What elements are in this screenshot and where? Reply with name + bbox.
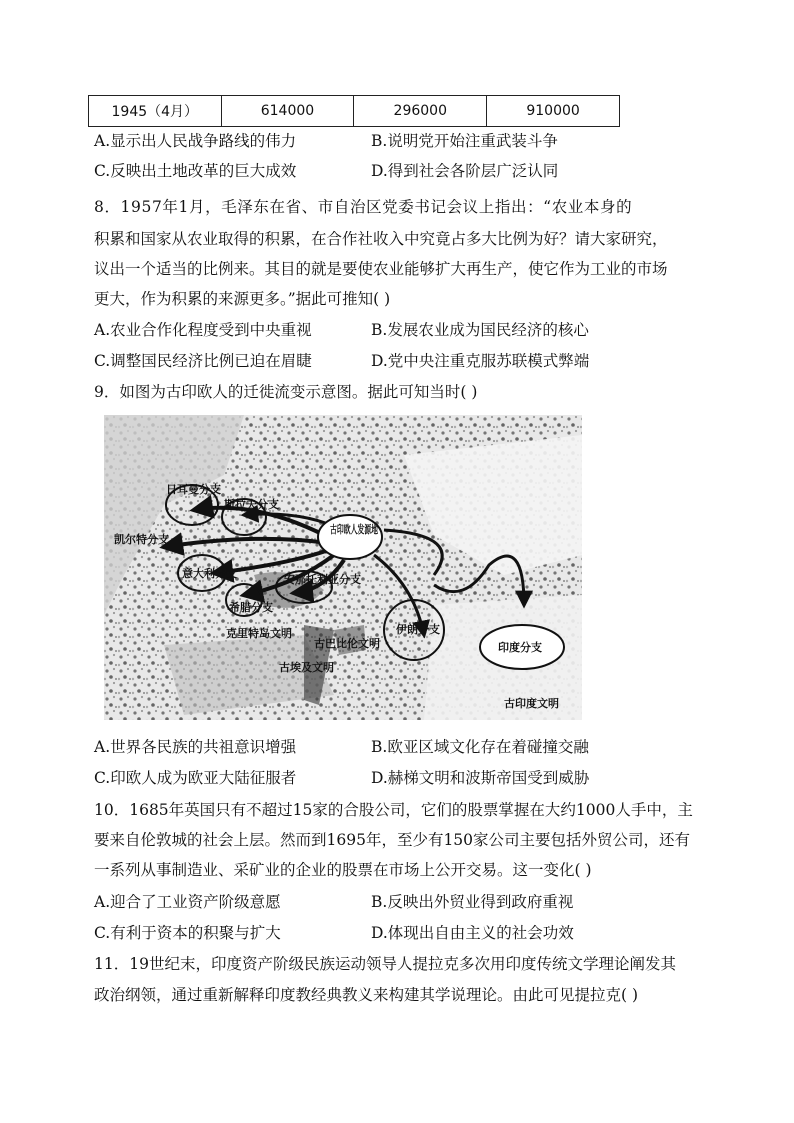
data-table [88, 95, 620, 127]
table-cell-year: 1945（4月） [89, 96, 222, 127]
table-row [89, 96, 620, 127]
q10-stem-line-1: 10．1685年英国只有不超过15家的合股公司，它们的股票掌握在大约1000人手中，主 [94, 801, 693, 819]
table-cell: 614000 [221, 96, 354, 127]
q10-option-b: B.反映出外贸业得到政府重视 [371, 893, 574, 911]
q7-option-c: C.反映出土地改革的巨大成效 [94, 162, 297, 180]
q9-stem: 9．如图为古印欧人的迁徙流变示意图。据此可知当时( ) [94, 383, 478, 401]
q8-stem-line-3: 议出一个适当的比例来。其目的就是要使农业能够扩大再生产，使它作为工业的市场 [94, 260, 668, 278]
q10-option-c: C.有利于资本的积聚与扩大 [94, 924, 281, 942]
q7-option-d: D.得到社会各阶层广泛认同 [371, 162, 559, 180]
region-origin [318, 515, 407, 559]
q10-option-a: A.迎合了工业资产阶级意愿 [94, 893, 281, 911]
label-babylon: 古巴比伦文明 [314, 637, 380, 650]
migration-map [104, 415, 582, 720]
q8-option-d: D.党中央注重克服苏联模式弊端 [371, 352, 590, 370]
label-germanic: 日耳曼分支 [166, 483, 221, 496]
q10-stem-line-2: 要来自伦敦城的社会上层。然而到1695年，至少有150家公司主要包括外贸公司，还有 [94, 831, 691, 849]
table-cell: 910000 [487, 96, 620, 127]
q9-option-d: D.赫梯文明和波斯帝国受到威胁 [371, 769, 590, 787]
table-cell: 296000 [354, 96, 487, 127]
q10-option-d: D.体现出自由主义的社会功效 [371, 924, 574, 942]
q9-option-a: A.世界各民族的共祖意识增强 [94, 738, 297, 756]
q9-option-b: B.欧亚区域文化存在着碰撞交融 [371, 738, 589, 756]
q8-stem-line-1: 8．1957年1月，毛泽东在省、市自治区党委书记会议上指出：“农业本身的 [94, 198, 633, 216]
q10-stem-line-3: 一系列从事制造业、采矿业的企业的股票在市场上公开交易。这一变化( ) [94, 861, 592, 879]
label-crete: 克里特岛文明 [226, 627, 292, 640]
q8-stem-line-4: 更大，作为积累的来源更多。”据此可推知( ) [94, 290, 391, 308]
q8-stem-line-2: 积累和国家从农业取得的积累，在合作社收入中究竟占多大比例为好？请大家研究， [94, 230, 668, 248]
q11-stem-line-1: 11．19世纪末，印度资产阶级民族运动领导人提拉克多次用印度传统文学理论阐发其 [94, 955, 676, 973]
q8-option-b: B.发展农业成为国民经济的核心 [371, 321, 589, 339]
label-origin-1: 古印欧人发源地 [330, 523, 407, 536]
q8-option-a: A.农业合作化程度受到中央重视 [94, 321, 312, 339]
q8-option-c: C.调整国民经济比例已迫在眉睫 [94, 352, 312, 370]
label-iranian: 伊朗分支 [396, 623, 440, 636]
label-celtic: 凯尔特分支 [114, 533, 169, 546]
label-slavic: 斯拉夫分支 [224, 498, 279, 511]
q7-option-b: B.说明党开始注重武装斗争 [371, 132, 558, 150]
migration-map-svg [104, 415, 582, 720]
label-indus: 古印度文明 [504, 697, 559, 710]
q11-stem-line-2: 政治纲领，通过重新解释印度教经典教义来构建其学说理论。由此可见提拉克( ) [94, 986, 639, 1004]
q7-option-a: A.显示出人民战争路线的伟力 [94, 132, 297, 150]
label-italic: 意大利分支 [182, 567, 237, 580]
label-greek: 希腊分支 [229, 601, 273, 614]
label-indian: 印度分支 [498, 641, 542, 654]
q9-option-c: C.印欧人成为欧亚大陆征服者 [94, 769, 297, 787]
label-anatolian: 安那托利亚分支 [284, 573, 361, 586]
label-egypt: 古埃及文明 [279, 661, 334, 674]
